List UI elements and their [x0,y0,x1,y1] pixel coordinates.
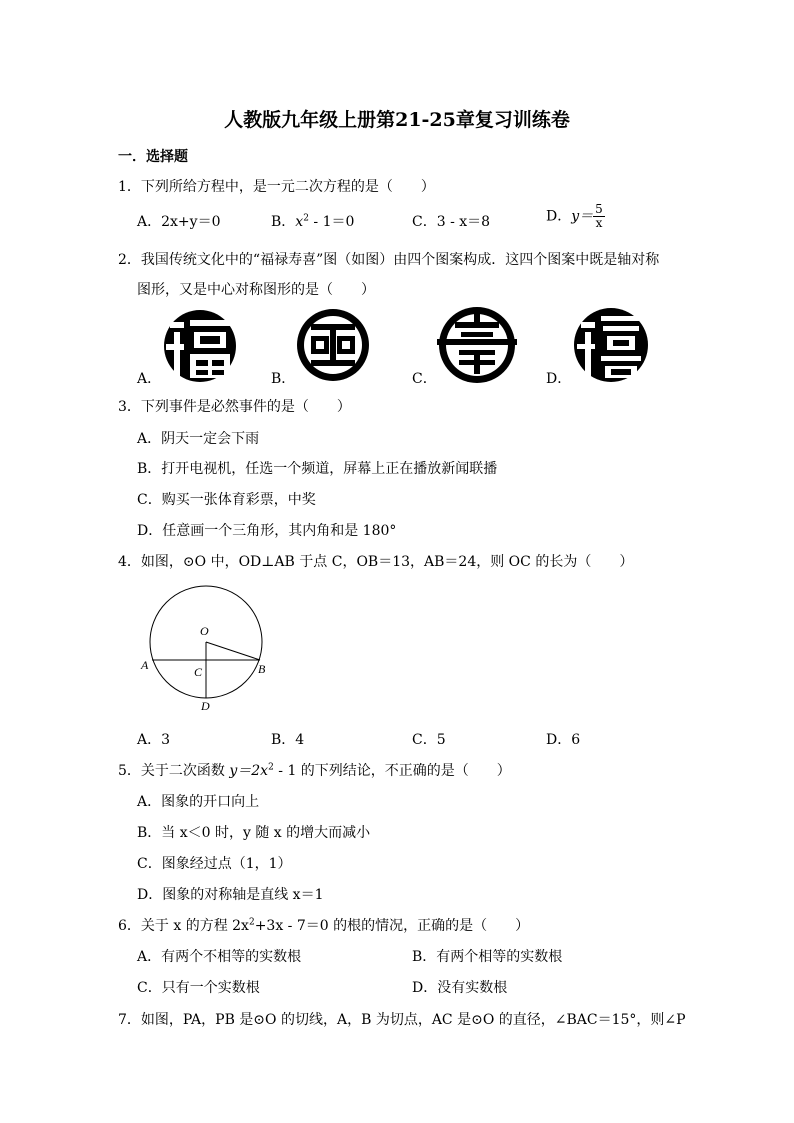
q5-option-a: A．图象的开口向上 [137,794,260,810]
q1-option-d: D．y＝ $\frac{5}{x}$ [546,202,603,230]
q2-option-a: A． [137,371,162,387]
question-2-line-1: 2．我国传统文化中的“福禄寿喜”图（如图）由四个图案构成．这四个图案中既是轴对称 [118,252,660,268]
q3-option-b: B．打开电视机，任选一个频道，屏幕上正在播放新闻联播 [137,461,498,477]
q2-option-d: D． [546,371,572,387]
q6-option-a: A．有两个不相等的实数根 [137,949,302,965]
lu-character-figure [296,308,370,382]
q5-option-d: D．图象的对称轴是直线 x＝1 [137,887,324,903]
label-o: O [200,624,209,638]
question-2-line-2: 图形，又是中心对称图形的是（ ） [137,282,375,298]
label-d: D [201,699,210,713]
xi-character-figure [573,306,649,384]
q1-option-a: A．2x+y＝0 [137,214,221,230]
q6-option-b: B．有两个相等的实数根 [412,949,563,965]
fu-character-figure [160,308,240,384]
page-title: 人教版九年级上册第21-25章复习训练卷 [224,109,570,131]
question-7-stem: 7．如图，PA，PB 是⊙O 的切线，A，B 为切点，AC 是⊙O 的直径，∠BAC＝15°，则∠P [118,1012,686,1028]
question-3-stem: 3．下列事件是必然事件的是（ ） [118,399,351,415]
q3-option-a: A．阴天一定会下雨 [137,431,260,447]
q2-option-b: B． [271,371,296,387]
q5-option-b: B．当 x＜0 时，y 随 x 的增大而减小 [137,825,371,841]
section-heading: 一．选择题 [118,149,188,165]
q4-option-a: A．3 [137,732,171,748]
label-a: A [141,658,149,672]
q6-option-c: C．只有一个实数根 [137,980,260,996]
q4-option-c: C．5 [412,732,446,748]
q4-option-b: B．4 [271,732,305,748]
q1-option-b: B．$x^2 - 1=0$ [271,213,355,230]
fraction: $\frac{5}{x}$ [595,202,603,230]
q1-option-c: C．3 - x＝8 [412,214,491,230]
question-6-stem: 6．关于 x 的方程 $2x^2+3x - 7=0$ 的根的情况，正确的是（ ） [118,917,530,934]
label-b: B [258,662,266,676]
question-5-stem: 5．关于二次函数 $y=2x^2 - 1$ 的下列结论，不正确的是（ ） [118,762,511,779]
q4-option-d: D．6 [546,732,581,748]
shou-character-figure [437,306,517,384]
q5-option-c: C．图象经过点（1，1） [137,856,292,872]
question-1-stem: 1．下列所给方程中，是一元二次方程的是（ ） [118,179,435,195]
q6-option-d: D．没有实数根 [412,980,508,996]
circle-geometry-figure [138,584,278,714]
label-c: C [194,665,203,679]
q3-option-d: D．任意画一个三角形，其内角和是 180° [137,523,397,539]
q3-option-c: C．购买一张体育彩票，中奖 [137,492,316,508]
question-4-stem: 4．如图，⊙O 中，OD⊥AB 于点 C，OB＝13，AB＝24，则 OC 的长为（ ） [118,554,634,570]
q2-option-c: C． [412,371,437,387]
